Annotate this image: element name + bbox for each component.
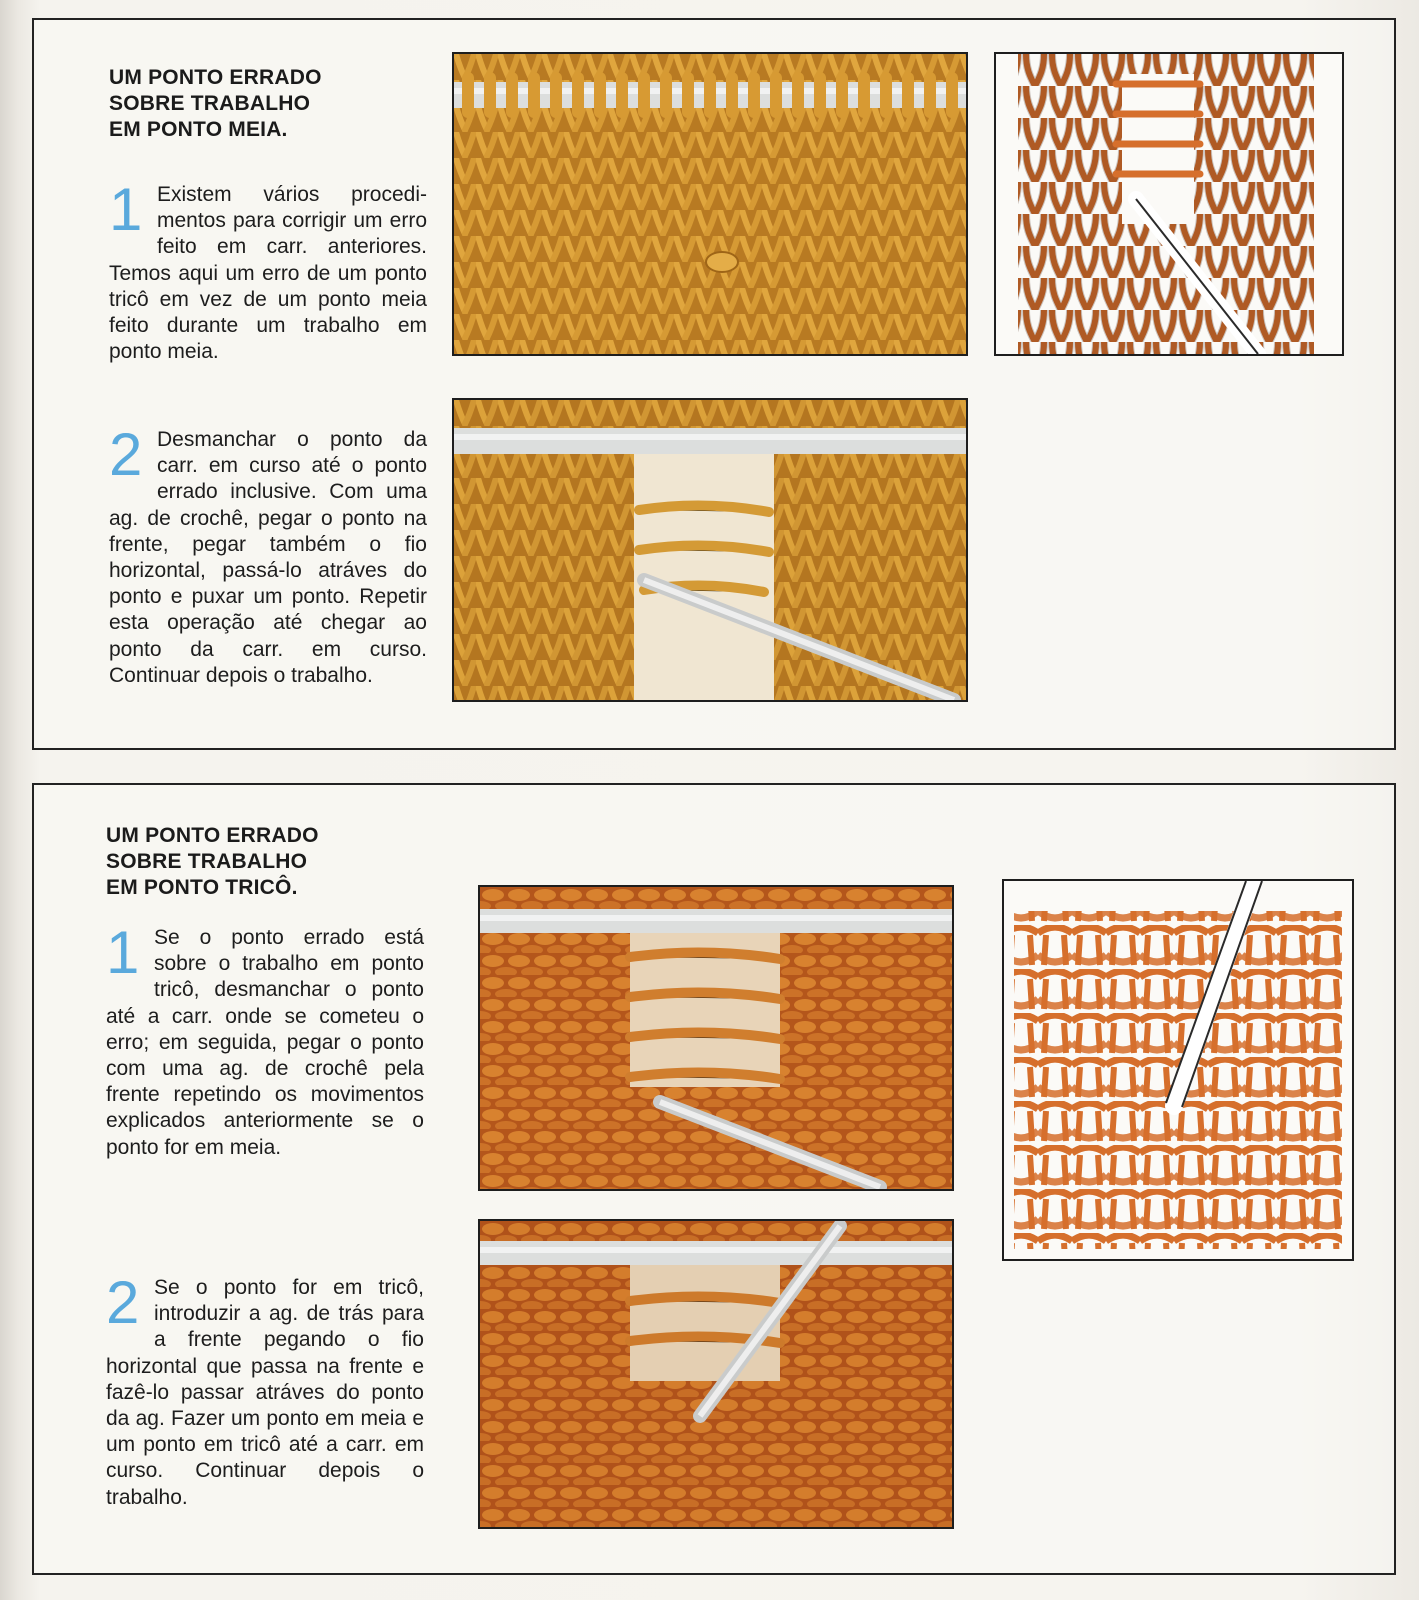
step-2 xyxy=(109,421,427,689)
title-line: EM PONTO TRICÔ. xyxy=(106,876,298,899)
purl-error-illustration xyxy=(480,887,952,1189)
hook-repair-illustration xyxy=(454,400,966,700)
knit-error-photo xyxy=(452,52,968,356)
reverse-stockinette-diagram xyxy=(1002,879,1354,1261)
purl-repair-photo xyxy=(478,1219,954,1529)
section-stockinette-panel xyxy=(32,18,1396,750)
title-line: UM PONTO ERRADO xyxy=(109,66,322,89)
section-title xyxy=(106,823,319,901)
step-number: 2 xyxy=(106,1269,140,1336)
purl-error-photo xyxy=(478,885,954,1191)
section-reverse-panel xyxy=(32,783,1396,1575)
title-line: EM PONTO MEIA. xyxy=(109,118,288,141)
step-text: Se o ponto for em tricô, introduzir a ag. de trás para a frente pegando o fio horizontal que passa na frente e fazê-lo passar atráves do ponto da ag. Fazer um ponto em meia e um ponto em tricô até a carr. em curso. Continuar depois o trabalho. xyxy=(106,1276,424,1509)
title-line: SOBRE TRABALHO xyxy=(106,850,308,873)
hook-repair-photo xyxy=(452,398,968,702)
stockinette-diagram xyxy=(994,52,1344,356)
title-line: SOBRE TRABALHO xyxy=(109,92,311,115)
reverse-stockinette-diagram-drawing xyxy=(1004,881,1352,1259)
step-number: 1 xyxy=(109,176,143,243)
title-line: UM PONTO ERRADO xyxy=(106,824,319,847)
stockinette-diagram-drawing xyxy=(996,54,1342,354)
step-number: 2 xyxy=(109,421,143,488)
knit-error-illustration xyxy=(454,54,966,354)
purl-repair-illustration xyxy=(480,1221,952,1527)
step-1 xyxy=(106,919,424,1161)
step-text: Desmanchar o ponto da carr. em curso até o ponto errado inclusive. Com uma ag. de crochê, pegar o ponto na frente, pegar também o fio horizontal, passá-lo atráves do ponto e puxar um ponto. Repetir esta operação até chegar ao ponto da carr. em curso. Continuar depois o trabalho. xyxy=(109,428,427,687)
step-text: Se o ponto errado está sobre o trabalho em ponto tricô, desmanchar o ponto até a carr. onde se cometeu o erro; em seguida, pegar o ponto com uma ag. de crochê pela frente repetindo os movimentos explicados anteriormente se o ponto for em meia. xyxy=(106,926,424,1159)
step-2 xyxy=(106,1269,424,1511)
step-text: Existem vários procedi-mentos para corrigir um erro feito em carr. anteriores. Temos aqui um erro de um ponto tricô em vez de um ponto meia feito durante um trabalho em ponto meia. xyxy=(109,183,427,364)
step-1 xyxy=(109,176,427,365)
section-title xyxy=(109,65,322,143)
step-number: 1 xyxy=(106,919,140,986)
